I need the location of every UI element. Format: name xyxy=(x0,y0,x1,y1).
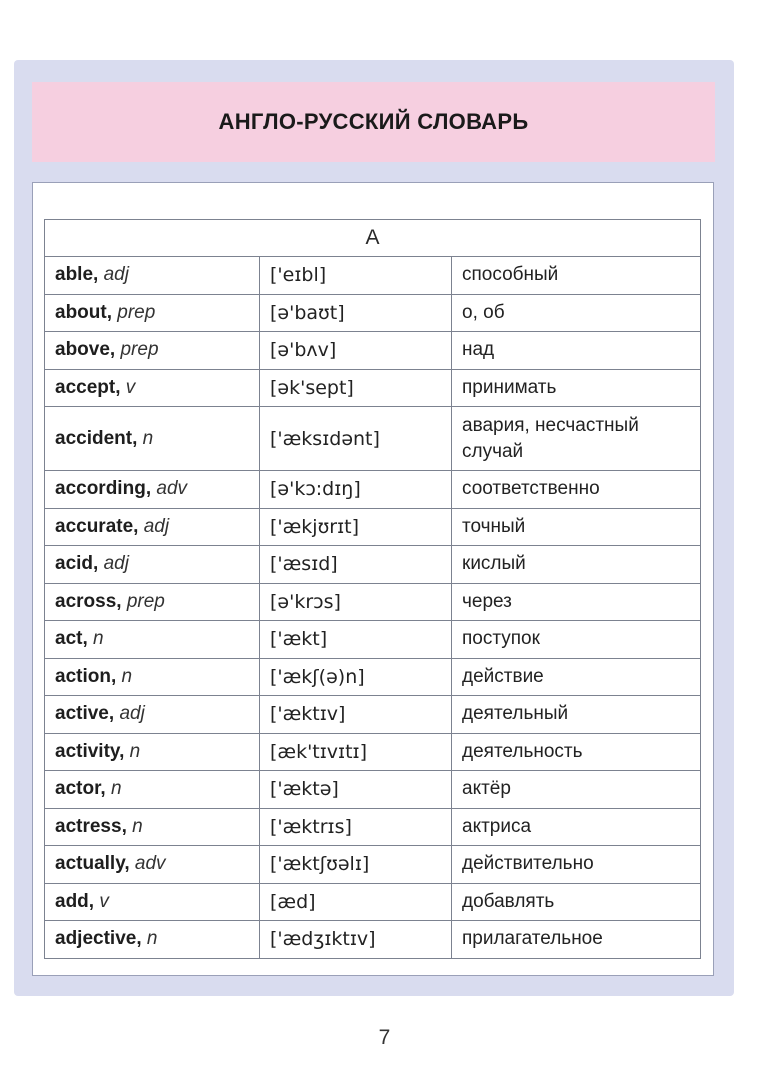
entry-word: acid xyxy=(55,553,94,575)
entry-transcription: [æk'tɪvɪtɪ] xyxy=(260,733,452,771)
entry-translation: поступок xyxy=(452,621,701,659)
entry-word: above xyxy=(55,339,110,361)
entry-transcription: ['ækʃ(ə)n] xyxy=(260,658,452,696)
entry-word-cell xyxy=(45,696,260,734)
entry-word-cell xyxy=(45,332,260,370)
table-row xyxy=(45,846,701,884)
entry-translation: добавлять xyxy=(452,883,701,921)
table-row xyxy=(45,369,701,407)
dictionary-table-body xyxy=(45,220,701,959)
entry-part-of-speech: n xyxy=(129,740,141,762)
entry-transcription: ['æktrɪs] xyxy=(260,808,452,846)
entry-part-of-speech: n xyxy=(121,665,133,687)
entry-translation: актёр xyxy=(452,771,701,809)
entry-translation: способный xyxy=(452,257,701,295)
entry-translation: прилагательное xyxy=(452,921,701,959)
dictionary-table xyxy=(44,219,701,959)
entry-word: act xyxy=(55,628,83,650)
entry-word-cell xyxy=(45,508,260,546)
entry-transcription: [ək'sept] xyxy=(260,369,452,407)
entry-word-cell xyxy=(45,883,260,921)
entry-part-of-speech: n xyxy=(110,778,122,800)
page-title: АНГЛО-РУССКИЙ СЛОВАРЬ xyxy=(218,109,529,134)
letter-header: A xyxy=(45,220,701,257)
table-row xyxy=(45,921,701,959)
entry-part-of-speech: n xyxy=(93,628,104,650)
entry-word-cell xyxy=(45,257,260,295)
entry-part-of-speech: prep xyxy=(126,590,165,612)
entry-transcription: ['ækt] xyxy=(260,621,452,659)
page-number: 7 xyxy=(378,1026,391,1049)
entry-transcription: [ə'baʊt] xyxy=(260,294,452,332)
entry-word-cell xyxy=(45,846,260,884)
entry-word-cell xyxy=(45,407,260,471)
entry-word: accurate xyxy=(55,515,134,537)
entry-word: accident xyxy=(55,427,133,449)
entry-translation: действие xyxy=(452,658,701,696)
title-band xyxy=(32,82,715,162)
entry-separator: , xyxy=(115,376,126,398)
entry-separator: , xyxy=(109,339,121,361)
letter-header-row xyxy=(45,220,701,257)
entry-separator: , xyxy=(93,264,104,286)
entry-word-cell xyxy=(45,658,260,696)
entry-translation: деятельный xyxy=(452,696,701,734)
entry-word-cell xyxy=(45,471,260,509)
entry-translation: о, об xyxy=(452,294,701,332)
entry-word-cell xyxy=(45,546,260,584)
entry-part-of-speech: adj xyxy=(103,264,129,286)
table-row xyxy=(45,407,701,471)
entry-transcription: ['ækjʊrɪt] xyxy=(260,508,452,546)
entry-part-of-speech: adv xyxy=(134,853,166,875)
entry-part-of-speech: adj xyxy=(103,553,129,575)
entry-word: about xyxy=(55,301,107,323)
entry-transcription: ['æktʃʊəlɪ] xyxy=(260,846,452,884)
entry-part-of-speech: adj xyxy=(143,515,170,537)
entry-word: action xyxy=(55,665,111,687)
entry-part-of-speech: v xyxy=(125,376,136,398)
table-row xyxy=(45,733,701,771)
entry-word-cell xyxy=(45,583,260,621)
table-row xyxy=(45,808,701,846)
entry-separator: , xyxy=(145,478,157,500)
entry-translation: кислый xyxy=(452,546,701,584)
entry-transcription: [ə'bʌv] xyxy=(260,332,452,370)
entry-part-of-speech: n xyxy=(142,427,154,449)
table-row xyxy=(45,257,701,295)
entry-word-cell xyxy=(45,294,260,332)
table-row xyxy=(45,696,701,734)
entry-translation: точный xyxy=(452,508,701,546)
entry-word-cell xyxy=(45,771,260,809)
table-row xyxy=(45,294,701,332)
table-row xyxy=(45,332,701,370)
entry-part-of-speech: adj xyxy=(119,703,145,725)
entry-word-cell xyxy=(45,921,260,959)
table-row xyxy=(45,508,701,546)
entry-word: activity xyxy=(55,740,120,762)
entry-translation: деятельность xyxy=(452,733,701,771)
entry-word: able xyxy=(55,264,94,286)
entry-separator: , xyxy=(93,553,104,575)
entry-word-cell xyxy=(45,369,260,407)
entry-word: accept xyxy=(55,376,116,398)
entry-word: across xyxy=(55,590,117,612)
entry-separator: , xyxy=(116,590,127,612)
table-row xyxy=(45,883,701,921)
entry-transcription: ['æktə] xyxy=(260,771,452,809)
entry-part-of-speech: n xyxy=(132,815,143,837)
entry-translation: актриса xyxy=(452,808,701,846)
entry-separator: , xyxy=(108,703,120,725)
entry-transcription: ['æksɪdənt] xyxy=(260,407,452,471)
entry-word-cell xyxy=(45,621,260,659)
entry-separator: , xyxy=(100,778,111,800)
entry-part-of-speech: prep xyxy=(120,339,159,361)
entry-part-of-speech: prep xyxy=(117,301,156,323)
entry-translation: принимать xyxy=(452,369,701,407)
entry-separator: , xyxy=(88,890,100,912)
table-row xyxy=(45,471,701,509)
entry-translation: авария, несчастный случай xyxy=(452,407,701,471)
entry-transcription: [ə'kɔ:dɪŋ] xyxy=(260,471,452,509)
table-row xyxy=(45,583,701,621)
entry-transcription: [æd] xyxy=(260,883,452,921)
entry-word: adjective xyxy=(55,928,137,950)
entry-part-of-speech: v xyxy=(99,890,109,912)
entry-translation: действительно xyxy=(452,846,701,884)
entry-word: actually xyxy=(55,853,125,875)
entry-separator: , xyxy=(136,928,147,950)
entry-word-cell xyxy=(45,808,260,846)
entry-transcription: ['ædʒɪktɪv] xyxy=(260,921,452,959)
table-row xyxy=(45,658,701,696)
entry-word: add xyxy=(55,890,89,912)
entry-word-cell xyxy=(45,733,260,771)
entry-separator: , xyxy=(119,740,130,762)
entry-separator: , xyxy=(110,665,122,687)
table-row xyxy=(45,771,701,809)
entry-transcription: ['æktɪv] xyxy=(260,696,452,734)
table-row xyxy=(45,546,701,584)
entry-word: actress xyxy=(55,815,122,837)
entry-transcription: ['eɪbl] xyxy=(260,257,452,295)
entry-separator: , xyxy=(132,427,143,449)
entry-separator: , xyxy=(133,515,144,537)
entry-part-of-speech: n xyxy=(146,928,158,950)
entry-part-of-speech: adv xyxy=(156,478,188,500)
entry-translation: соответственно xyxy=(452,471,701,509)
entry-separator: , xyxy=(82,628,94,650)
entry-separator: , xyxy=(124,853,135,875)
entry-separator: , xyxy=(106,301,118,323)
entry-word: active xyxy=(55,703,109,725)
entry-separator: , xyxy=(121,815,133,837)
entry-word: actor xyxy=(55,778,101,800)
entry-word: according xyxy=(55,478,146,500)
entry-transcription: ['æsɪd] xyxy=(260,546,452,584)
table-row xyxy=(45,621,701,659)
entry-translation: через xyxy=(452,583,701,621)
entry-translation: над xyxy=(452,332,701,370)
entry-transcription: [ə'krɔs] xyxy=(260,583,452,621)
